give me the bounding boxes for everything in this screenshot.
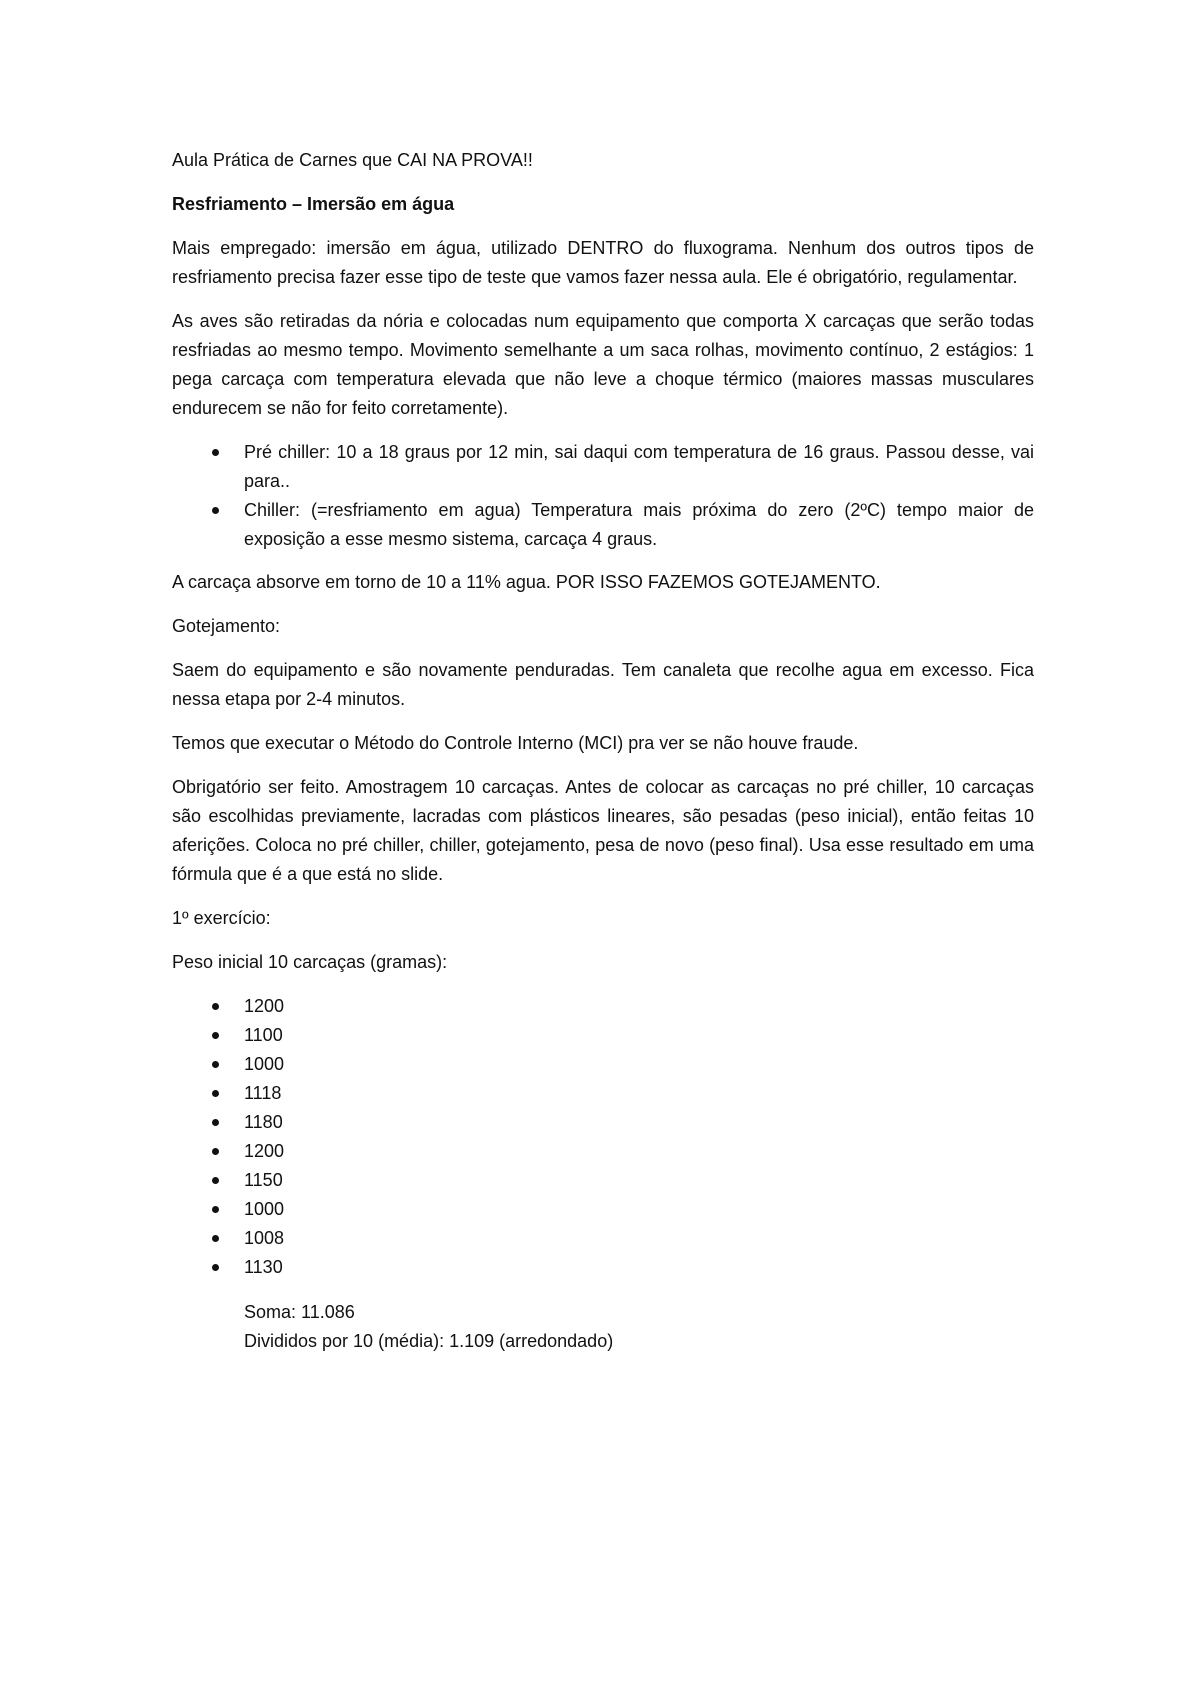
list-item: 1130	[172, 1253, 1034, 1282]
section-heading: Resfriamento – Imersão em água	[172, 194, 455, 214]
list-item: Chiller: (=resfriamento em agua) Temperatura mais próxima do zero (2ºC) tempo maior de exposição a esse mesmo sistema, carcaça 4 graus.	[172, 496, 1034, 554]
list-item: Pré chiller: 10 a 18 graus por 12 min, sai daqui com temperatura de 16 graus. Passou desse, vai para..	[172, 438, 1034, 496]
paragraph-absorption: A carcaça absorve em torno de 10 a 11% agua. POR ISSO FAZEMOS GOTEJAMENTO.	[172, 572, 881, 592]
list-item: 1200	[172, 1137, 1034, 1166]
document-page	[172, 146, 1034, 1356]
gotejamento-heading: Gotejamento:	[172, 616, 281, 636]
chiller-stages-list	[172, 438, 1034, 554]
paragraph-sampling: Obrigatório ser feito. Amostragem 10 carcaças. Antes de colocar as carcaças no pré chiller, 10 carcaças são escolhidas previamente, lacradas com plásticos lineares, são pesadas (peso inicial), então feitas 10 aferições. Coloca no pré chiller, chiller, gotejamento, pesa de novo (peso final). Usa esse resultado em uma fórmula que é a que está no slide.	[172, 777, 1034, 884]
paragraph-process: As aves são retiradas da nória e colocadas num equipamento que comporta X carcaças que serão todas resfriadas ao mesmo tempo. Movimento semelhante a um saca rolhas, movimento contínuo, 2 estágios: 1 pega carcaça com temperatura elevada que não leve a choque térmico (maiores massas musculares endurecem se não for feito corretamente).	[172, 311, 1034, 418]
list-item: 1200	[172, 992, 1034, 1021]
list-item: 1180	[172, 1108, 1034, 1137]
exercise-heading: 1º exercício:	[172, 908, 271, 928]
list-item: 1000	[172, 1050, 1034, 1079]
list-item: 1008	[172, 1224, 1034, 1253]
paragraph-mci: Temos que executar o Método do Controle Interno (MCI) pra ver se não houve fraude.	[172, 733, 859, 753]
document-title: Aula Prática de Carnes que CAI NA PROVA!!	[172, 150, 533, 170]
list-item: 1100	[172, 1021, 1034, 1050]
list-item: 1000	[172, 1195, 1034, 1224]
weights-heading: Peso inicial 10 carcaças (gramas):	[172, 952, 448, 972]
weights-list	[172, 992, 1034, 1282]
paragraph-intro: Mais empregado: imersão em água, utilizado DENTRO do fluxograma. Nenhum dos outros tipos de resfriamento precisa fazer esse tipo de teste que vamos fazer nessa aula. Ele é obrigatório, regulamentar.	[172, 238, 1034, 287]
average-line: Divididos por 10 (média): 1.109 (arredondado)	[244, 1331, 614, 1351]
sum-line: Soma: 11.086	[244, 1302, 355, 1322]
list-item: 1118	[172, 1079, 1034, 1108]
paragraph-gotejamento: Saem do equipamento e são novamente penduradas. Tem canaleta que recolhe agua em excesso. Fica nessa etapa por 2-4 minutos.	[172, 660, 1034, 709]
list-item: 1150	[172, 1166, 1034, 1195]
